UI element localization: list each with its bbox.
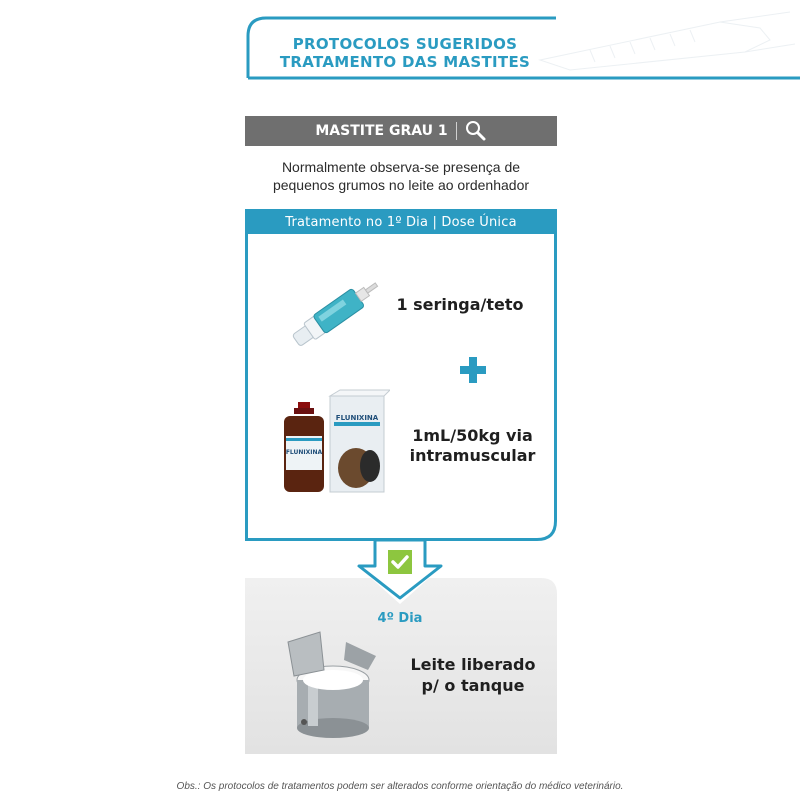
description-line1: Normalmente observa-se presença de: [281, 159, 521, 175]
injectable-dose-line2: intramuscular: [409, 446, 536, 465]
milk-tank-image: [278, 630, 388, 740]
check-icon: [388, 550, 412, 574]
header-title-line2: TRATAMENTO DAS MASTITES: [279, 53, 531, 71]
header-title-line1: PROTOCOLOS SUGERIDOS: [292, 35, 518, 53]
description-line2: pequenos grumos no leite ao ordenhador: [272, 177, 530, 193]
footnote: Obs.: Os protocolos de tratamentos podem ser alterados conforme orientação do médico veterinário.: [176, 781, 624, 792]
day4-label: 4º Dia: [377, 611, 423, 626]
syringe-image: [278, 268, 388, 363]
day4-text-line1: Leite liberado: [410, 655, 536, 674]
magnifier-icon: [465, 120, 487, 142]
grade-separator: [456, 122, 457, 140]
day4-text-line2: p/ o tanque: [421, 676, 525, 695]
injectable-product-image: [278, 388, 390, 500]
product-box-label: FLUNIXINA: [335, 414, 379, 422]
treatment-header: Tratamento no 1º Dia | Dose Única: [247, 210, 555, 234]
injectable-dose-line1: 1mL/50kg via: [412, 426, 533, 445]
grade-bar: [245, 116, 557, 146]
bottle-label: FLUNIXINA: [285, 449, 323, 456]
grade-label: MASTITE GRAU 1: [315, 123, 448, 139]
plus-icon: [458, 355, 488, 385]
header-syringe-watermark: [540, 12, 795, 70]
syringe-dose: 1 seringa/teto: [396, 295, 524, 314]
